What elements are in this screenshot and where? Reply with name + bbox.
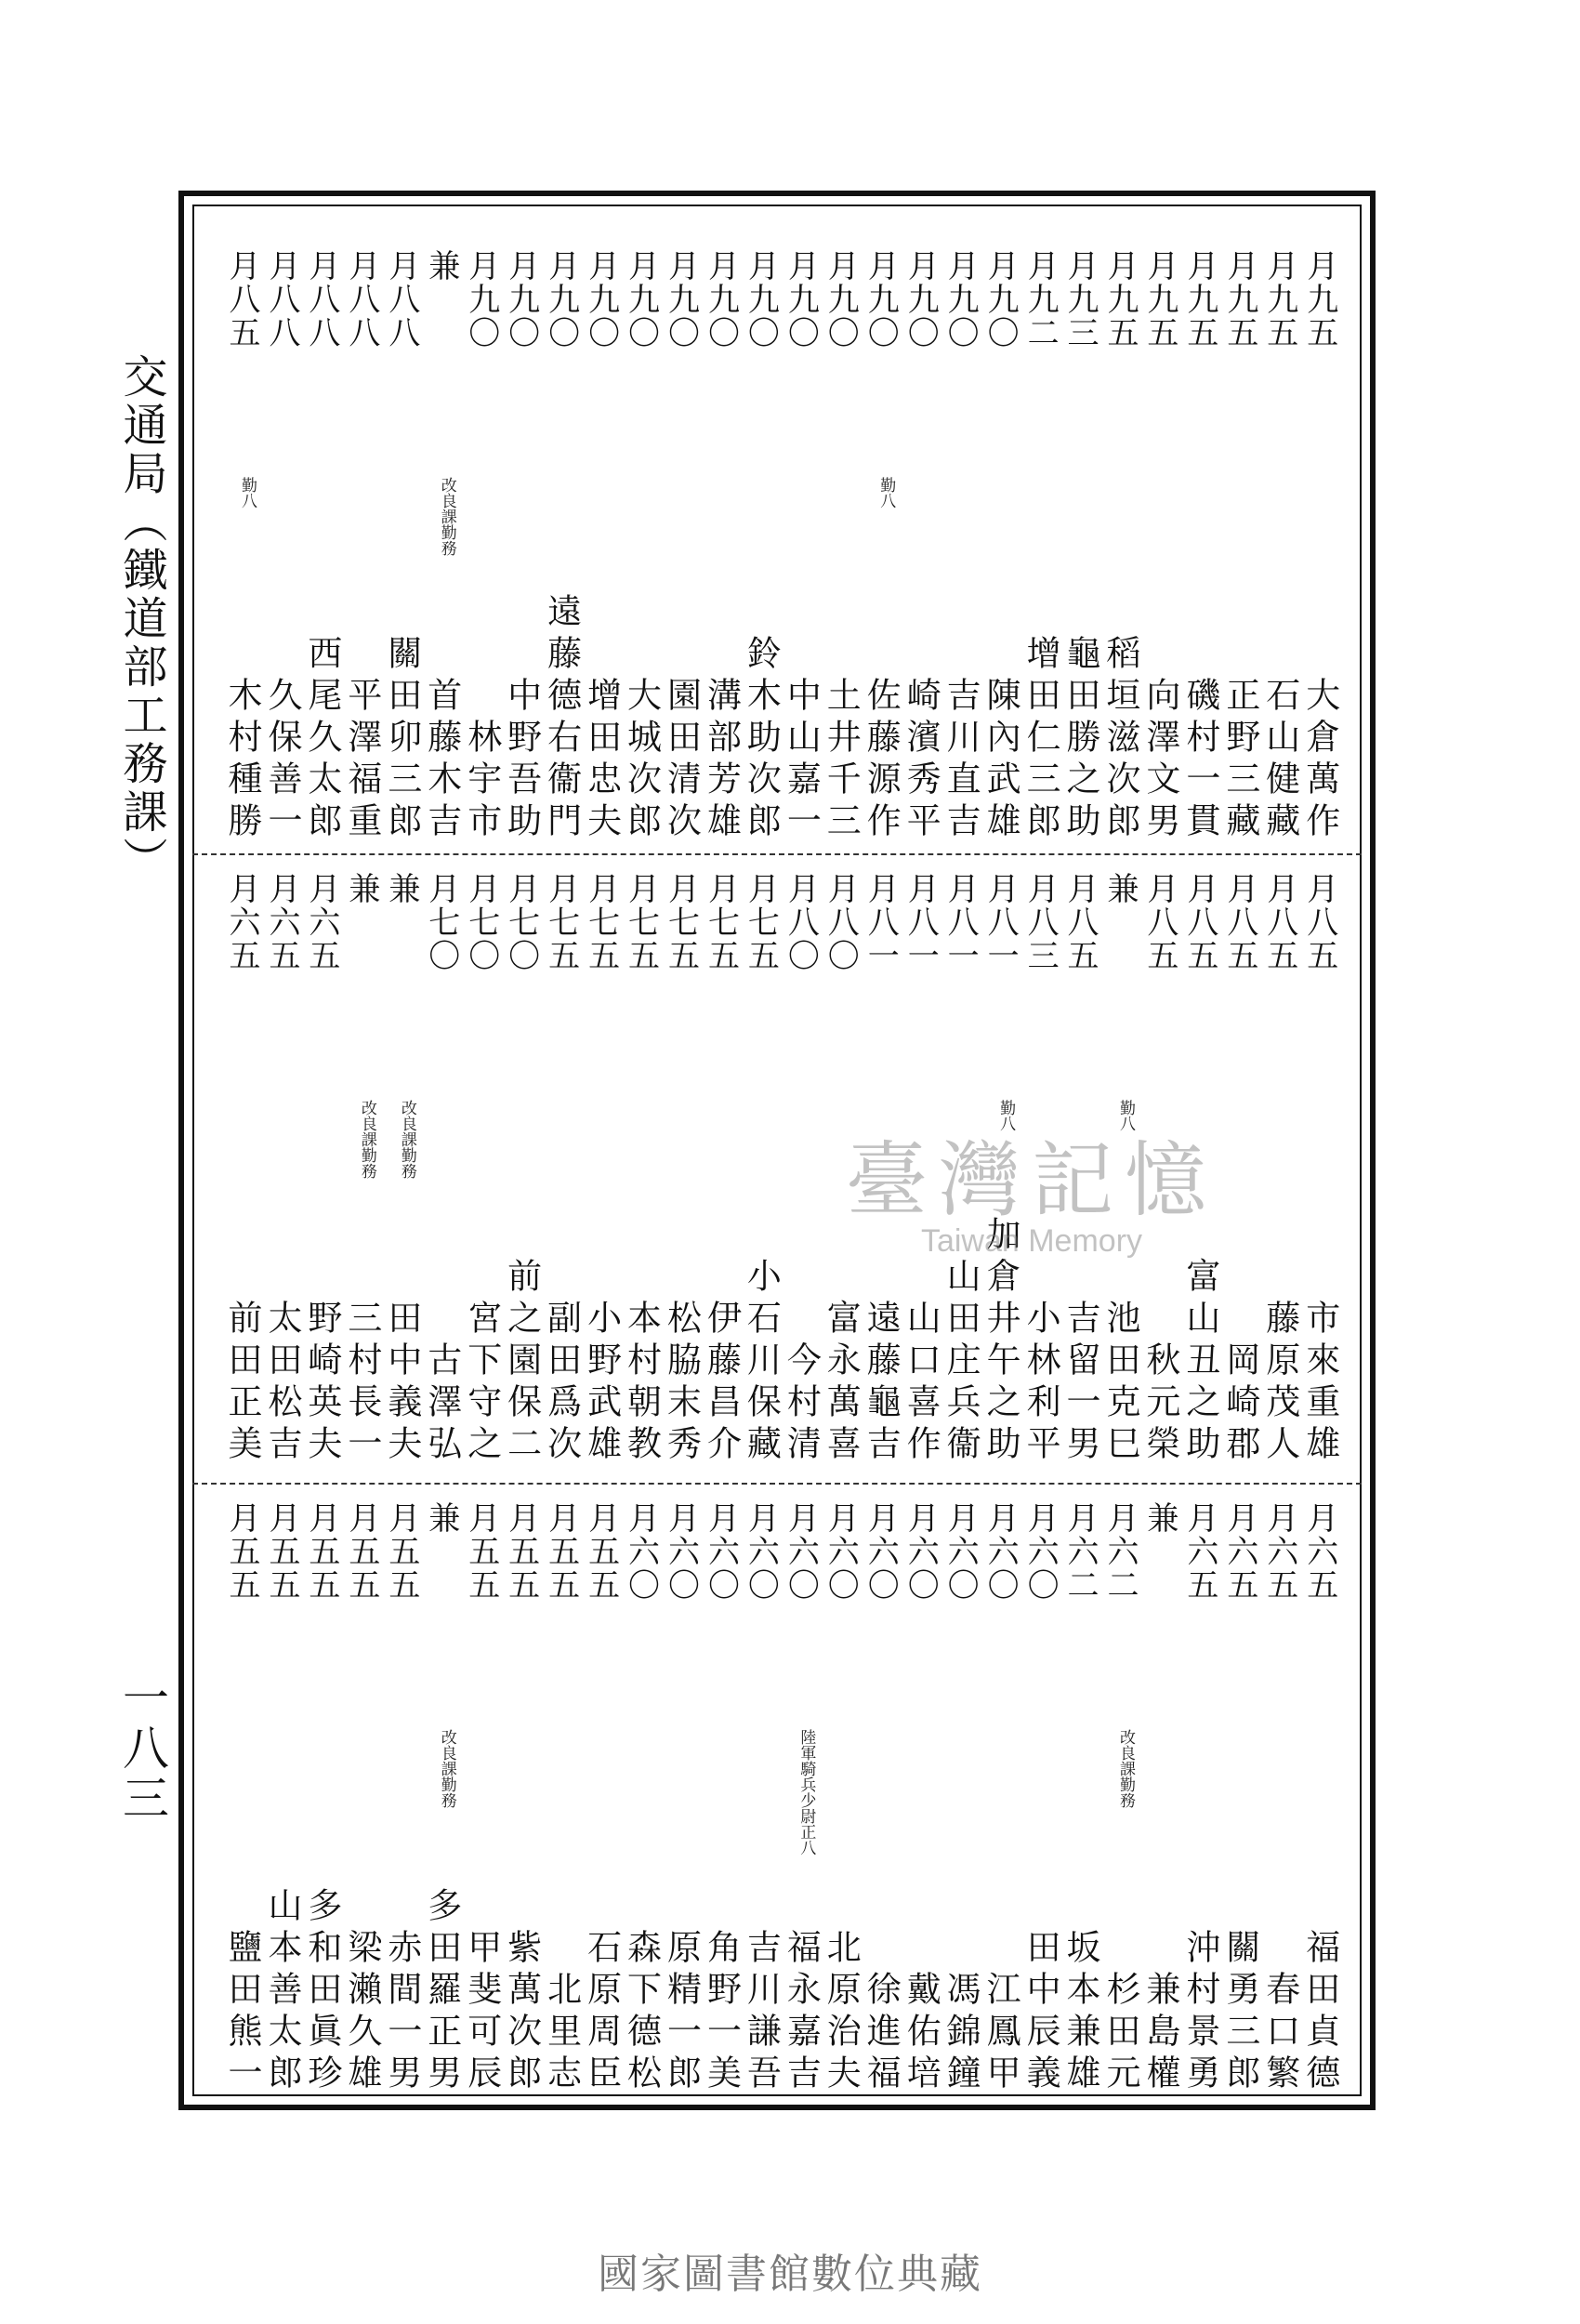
roster-entry <box>1021 249 1059 844</box>
section-divider <box>192 1483 1362 1485</box>
entry-name: 山口喜作 <box>901 1300 941 1467</box>
entry-salary: 月九五 <box>1140 249 1178 350</box>
entry-name: 大倉萬作 <box>1299 677 1340 844</box>
roster-entry <box>661 872 702 1467</box>
entry-salary: 月六〇 <box>822 1501 860 1602</box>
roster-entry <box>263 872 300 1467</box>
entry-salary: 月五五 <box>582 1501 620 1602</box>
entry-salary: 月六〇 <box>742 1501 780 1602</box>
roster-entry <box>503 872 540 1467</box>
entry-name: 伊藤昌介 <box>701 1300 742 1467</box>
entry-name: 中山嘉一 <box>781 677 822 844</box>
roster-entry <box>1061 249 1099 844</box>
entry-name: 富永萬喜 <box>821 1300 862 1467</box>
entry-name: 久保善一 <box>261 677 302 844</box>
entry-name: 大城次郎 <box>621 677 662 844</box>
entry-salary: 月七五 <box>542 872 580 972</box>
roster-entry <box>463 872 500 1467</box>
roster-entry <box>263 249 300 844</box>
entry-salary: 月六〇 <box>1021 1501 1060 1602</box>
entry-name: 關勇三郎 <box>1219 1929 1260 2096</box>
entry-name: 增田仁三郎 <box>1020 635 1061 844</box>
roster-entry <box>741 1501 782 2096</box>
entry-name: 市來重雄 <box>1299 1300 1340 1467</box>
roster-entry <box>1261 1501 1298 2096</box>
roster-entry <box>303 1501 340 2096</box>
entry-name: 戴佑培 <box>901 1971 941 2096</box>
entry-name: 增田忠夫 <box>581 677 622 844</box>
entry-name: 木村種勝 <box>222 677 262 844</box>
roster-entry <box>821 872 862 1467</box>
roster-entry <box>661 249 702 844</box>
entry-salary: 月八八 <box>302 249 340 350</box>
entry-salary: 月九〇 <box>582 249 620 350</box>
entry-salary: 月七五 <box>702 872 740 972</box>
roster-entry <box>1181 1501 1218 2096</box>
entry-name: 向澤文男 <box>1139 677 1180 844</box>
entry-note: 陸軍騎兵少尉正八 <box>797 1729 816 1855</box>
roster-section-2 <box>223 872 1338 1467</box>
roster-entry <box>741 249 782 844</box>
entry-name: 坂本兼雄 <box>1060 1929 1101 2096</box>
entry-name: 田中義夫 <box>381 1300 422 1467</box>
entry-salary: 月五五 <box>382 1501 420 1602</box>
roster-entry <box>1141 1501 1178 2096</box>
entry-salary: 月六五 <box>1220 1501 1258 1602</box>
entry-salary: 月八〇 <box>822 872 860 972</box>
entry-name: 園田清次 <box>661 677 702 844</box>
entry-name: 加倉井午之助 <box>981 1216 1021 1467</box>
roster-entry <box>503 249 540 844</box>
entry-name: 原精一郎 <box>661 1929 702 2096</box>
roster-entry <box>1101 249 1139 844</box>
entry-note: 改良課勤務 <box>357 1100 376 1179</box>
roster-entry <box>423 249 460 844</box>
roster-entry <box>861 249 902 844</box>
entry-name: 前田正美 <box>222 1300 262 1467</box>
entry-salary: 月七五 <box>742 872 780 972</box>
roster-entry <box>741 872 782 1467</box>
entry-salary: 月五五 <box>502 1501 540 1602</box>
entry-salary: 月九〇 <box>662 249 700 350</box>
entry-salary: 月九〇 <box>502 249 540 350</box>
entry-salary: 月六〇 <box>981 1501 1020 1602</box>
entry-name: 多和田眞珍 <box>301 1887 342 2096</box>
roster-entry <box>543 1501 580 2096</box>
entry-name: 副田爲次 <box>541 1300 582 1467</box>
roster-entry <box>1221 249 1258 844</box>
entry-name: 江鳳甲 <box>981 1971 1021 2096</box>
entry-salary: 兼 <box>422 1501 460 1535</box>
entry-name: 古澤弘 <box>421 1341 462 1467</box>
entry-name: 本村朝教 <box>621 1300 662 1467</box>
roster-entry <box>303 872 340 1467</box>
entry-name: 佐藤源作 <box>861 677 902 844</box>
entry-salary: 月六〇 <box>662 1501 700 1602</box>
entry-name: 富山丑之助 <box>1179 1258 1220 1467</box>
entry-salary: 月七五 <box>582 872 620 972</box>
entry-salary: 月八五 <box>1300 872 1338 972</box>
entry-name: 森下德松 <box>621 1929 662 2096</box>
roster-entry <box>1141 872 1178 1467</box>
roster-entry <box>423 872 460 1467</box>
entry-name: 梁瀨久雄 <box>341 1929 382 2096</box>
entry-name: 龜田勝之助 <box>1060 635 1101 844</box>
entry-salary: 月九五 <box>1220 249 1258 350</box>
entry-salary: 月八一 <box>902 872 940 972</box>
entry-name: 角野一美 <box>701 1929 742 2096</box>
roster-entry <box>543 872 580 1467</box>
entry-salary: 月九五 <box>1260 249 1298 350</box>
entry-salary: 月八一 <box>941 872 980 972</box>
entry-salary: 月八五 <box>223 249 260 350</box>
entry-salary: 月六〇 <box>902 1501 940 1602</box>
entry-salary: 月八五 <box>1140 872 1178 972</box>
roster-entry <box>1061 872 1099 1467</box>
entry-name: 西尾久太郎 <box>301 635 342 844</box>
entry-salary: 月六〇 <box>622 1501 660 1602</box>
entry-salary: 月六〇 <box>702 1501 740 1602</box>
roster-entry <box>1061 1501 1099 2096</box>
roster-entry <box>463 1501 500 2096</box>
roster-entry <box>583 1501 620 2096</box>
entry-name: 石原周臣 <box>581 1929 622 2096</box>
entry-salary: 月八五 <box>1260 872 1298 972</box>
entry-salary: 月八三 <box>1021 872 1060 972</box>
roster-section-3 <box>223 1501 1338 2096</box>
watermark-chinese: 臺灣記憶 <box>845 1132 1218 1228</box>
roster-entry <box>263 1501 300 2096</box>
entry-salary: 月七五 <box>622 872 660 972</box>
entry-name: 甲斐可辰 <box>461 1929 502 2096</box>
entry-note: 勤八 <box>238 477 257 508</box>
roster-entry <box>701 249 742 844</box>
entry-note: 改良課勤務 <box>437 1729 456 1808</box>
roster-entry <box>661 1501 702 2096</box>
entry-name: 三村長一 <box>341 1300 382 1467</box>
entry-name: 北里志 <box>541 1971 582 2096</box>
roster-entry <box>861 1501 902 2096</box>
entry-salary: 兼 <box>1140 1501 1178 1535</box>
roster-entry <box>1221 1501 1258 2096</box>
entry-name: 小石川保藏 <box>741 1258 782 1467</box>
roster-entry <box>821 1501 862 2096</box>
entry-salary: 月八〇 <box>782 872 820 972</box>
roster-entry <box>343 872 380 1467</box>
entry-name: 馮錦鐘 <box>941 1971 981 2096</box>
roster-entry <box>1261 249 1298 844</box>
entry-name: 林宇市 <box>461 719 502 844</box>
roster-entry <box>861 872 902 1467</box>
entry-salary: 月五五 <box>542 1501 580 1602</box>
roster-entry <box>902 249 939 844</box>
entry-salary: 月六〇 <box>862 1501 900 1602</box>
roster-entry <box>303 249 340 844</box>
roster-entry <box>383 872 420 1467</box>
entry-salary: 月九〇 <box>622 249 660 350</box>
roster-entry <box>1301 1501 1338 2096</box>
roster-entry <box>701 872 742 1467</box>
roster-entry <box>383 249 420 844</box>
entry-salary: 月七〇 <box>422 872 460 972</box>
entry-salary: 月九二 <box>1021 249 1060 350</box>
entry-name: 遠藤龜吉 <box>861 1300 902 1467</box>
entry-salary: 月六〇 <box>782 1501 820 1602</box>
entry-salary: 月八八 <box>262 249 300 350</box>
entry-name: 松脇末秀 <box>661 1300 702 1467</box>
roster-entry <box>981 1501 1019 2096</box>
roster-entry <box>423 1501 460 2096</box>
entry-name: 中野吾助 <box>501 677 542 844</box>
entry-name: 鈴木助次郎 <box>741 635 782 844</box>
entry-salary: 月九〇 <box>702 249 740 350</box>
entry-name: 岡崎郡 <box>1219 1341 1260 1467</box>
roster-entry <box>223 1501 260 2096</box>
roster-entry <box>821 249 862 844</box>
entry-name: 野崎英夫 <box>301 1300 342 1467</box>
entry-salary: 月九〇 <box>542 249 580 350</box>
roster-entry <box>1021 872 1059 1467</box>
roster-entry <box>1101 872 1139 1467</box>
roster-entry <box>981 872 1019 1467</box>
entry-salary: 兼 <box>422 249 460 283</box>
roster-entry <box>902 1501 939 2096</box>
roster-entry <box>623 1501 660 2096</box>
entry-salary: 月六五 <box>1260 1501 1298 1602</box>
entry-name: 北原治夫 <box>821 1929 862 2096</box>
entry-note: 勤八 <box>996 1100 1016 1131</box>
entry-salary: 月九〇 <box>742 249 780 350</box>
roster-entry <box>343 249 380 844</box>
entry-salary: 月八八 <box>382 249 420 350</box>
roster-entry <box>583 249 620 844</box>
roster-entry <box>503 1501 540 2096</box>
section-divider <box>192 853 1362 855</box>
entry-name: 山田庄兵衞 <box>941 1258 981 1467</box>
roster-entry <box>623 249 660 844</box>
entry-name: 秋元榮 <box>1139 1341 1180 1467</box>
entry-salary: 月六五 <box>262 872 300 972</box>
entry-name: 關田卯三郎 <box>381 635 422 844</box>
entry-name: 崎濱秀平 <box>901 677 941 844</box>
entry-name: 平澤福重 <box>341 677 382 844</box>
entry-salary: 月六二 <box>1100 1501 1139 1602</box>
entry-name: 藤原茂人 <box>1259 1300 1300 1467</box>
entry-name: 石山健藏 <box>1259 677 1300 844</box>
entry-name: 福田貞德 <box>1299 1929 1340 2096</box>
entry-name: 兼島權 <box>1139 1971 1180 2096</box>
entry-name: 田中辰義 <box>1020 1929 1061 2096</box>
entry-salary: 月七〇 <box>462 872 500 972</box>
roster-entry <box>941 249 979 844</box>
watermark-english: Taiwan Memory <box>920 1223 1143 1259</box>
roster-entry <box>1181 249 1218 844</box>
entry-note: 改良課勤務 <box>437 477 456 556</box>
entry-salary: 月五五 <box>342 1501 380 1602</box>
roster-entry <box>781 872 822 1467</box>
entry-name: 首藤木吉 <box>421 677 462 844</box>
roster-entry <box>981 249 1019 844</box>
entry-name: 陳內武雄 <box>981 677 1021 844</box>
entry-salary: 月六五 <box>302 872 340 972</box>
entry-name: 鹽田熊一 <box>222 1929 262 2096</box>
entry-salary: 月六五 <box>1300 1501 1338 1602</box>
roster-entry <box>1261 872 1298 1467</box>
entry-note: 改良課勤務 <box>397 1100 416 1179</box>
entry-name: 吉川謙吾 <box>741 1929 782 2096</box>
entry-salary: 月八一 <box>981 872 1020 972</box>
entry-name: 徐進福 <box>861 1971 902 2096</box>
roster-entry <box>781 1501 822 2096</box>
entry-note: 勤八 <box>876 477 896 508</box>
entry-salary: 月八五 <box>1061 872 1099 972</box>
roster-entry <box>623 872 660 1467</box>
entry-salary: 月八五 <box>1220 872 1258 972</box>
entry-salary: 月六〇 <box>941 1501 980 1602</box>
entry-salary: 月九三 <box>1061 249 1099 350</box>
entry-note: 改良課勤務 <box>1115 1729 1135 1808</box>
entry-name: 磯村一貫 <box>1179 677 1220 844</box>
entry-name: 土井千三 <box>821 677 862 844</box>
entry-salary: 月五五 <box>302 1501 340 1602</box>
entry-salary: 兼 <box>342 872 380 905</box>
entry-name: 紫萬次郎 <box>501 1929 542 2096</box>
entry-salary: 月九〇 <box>981 249 1020 350</box>
entry-name: 春口繁 <box>1259 1971 1300 2096</box>
page-number: 一八三 <box>115 1673 169 1824</box>
entry-name: 今村清 <box>781 1341 822 1467</box>
entry-name: 吉川直吉 <box>941 677 981 844</box>
entry-name: 杉田元 <box>1099 1971 1140 2096</box>
entry-salary: 月九五 <box>1300 249 1338 350</box>
roster-entry <box>781 249 822 844</box>
roster-entry <box>701 1501 742 2096</box>
entry-salary: 月九五 <box>1180 249 1218 350</box>
entry-salary: 月八一 <box>862 872 900 972</box>
roster-entry <box>941 1501 979 2096</box>
entry-salary: 月九五 <box>1100 249 1139 350</box>
roster-entry <box>1301 249 1338 844</box>
entry-salary: 兼 <box>1100 872 1139 905</box>
roster-entry <box>1101 1501 1139 2096</box>
entry-name: 宮下守之 <box>461 1300 502 1467</box>
entry-name: 小野武雄 <box>581 1300 622 1467</box>
entry-salary: 月九〇 <box>902 249 940 350</box>
roster-entry <box>1301 872 1338 1467</box>
roster-entry <box>902 872 939 1467</box>
entry-salary: 月七〇 <box>502 872 540 972</box>
entry-salary: 月六二 <box>1061 1501 1099 1602</box>
roster-entry <box>941 872 979 1467</box>
roster-entry <box>463 249 500 844</box>
roster-entry <box>383 1501 420 2096</box>
entry-salary: 月五五 <box>262 1501 300 1602</box>
entry-name: 池田克巳 <box>1099 1300 1140 1467</box>
entry-name: 福永嘉吉 <box>781 1929 822 2096</box>
entry-name: 多田羅正男 <box>421 1887 462 2096</box>
entry-salary: 月六五 <box>223 872 260 972</box>
entry-salary: 月八八 <box>342 249 380 350</box>
roster-entry <box>583 872 620 1467</box>
entry-name: 正野三藏 <box>1219 677 1260 844</box>
entry-salary: 兼 <box>382 872 420 905</box>
entry-salary: 月九〇 <box>941 249 980 350</box>
entry-salary: 月七五 <box>662 872 700 972</box>
roster-entry <box>1141 249 1178 844</box>
entry-salary: 月九〇 <box>782 249 820 350</box>
entry-name: 赤間一男 <box>381 1929 422 2096</box>
entry-name: 溝部芳雄 <box>701 677 742 844</box>
entry-salary: 月九〇 <box>862 249 900 350</box>
entry-salary: 月八五 <box>1180 872 1218 972</box>
roster-entry <box>1021 1501 1059 2096</box>
entry-name: 遠藤德右衞門 <box>541 593 582 844</box>
entry-name: 太田松吉 <box>261 1300 302 1467</box>
roster-entry <box>1181 872 1218 1467</box>
entry-salary: 月九〇 <box>822 249 860 350</box>
roster-entry <box>223 249 260 844</box>
entry-salary: 月五五 <box>223 1501 260 1602</box>
margin-title: 交通局（鐵道部工務課） <box>115 353 167 885</box>
entry-name: 小林利平 <box>1020 1300 1061 1467</box>
entry-salary: 月九〇 <box>462 249 500 350</box>
footer-credit: 國家圖書館數位典藏 <box>598 2251 982 2298</box>
entry-name: 吉留一男 <box>1060 1300 1101 1467</box>
entry-name: 沖村景勇 <box>1179 1929 1220 2096</box>
entry-salary: 月五五 <box>462 1501 500 1602</box>
entry-note: 勤八 <box>1115 1100 1135 1131</box>
roster-entry <box>343 1501 380 2096</box>
roster-section-1 <box>223 249 1338 844</box>
roster-entry <box>223 872 260 1467</box>
roster-entry <box>1221 872 1258 1467</box>
entry-salary: 月六五 <box>1180 1501 1218 1602</box>
entry-name: 山本善太郎 <box>261 1887 302 2096</box>
entry-name: 前之園保二 <box>501 1258 542 1467</box>
entry-name: 稻垣滋次郎 <box>1099 635 1140 844</box>
roster-entry <box>543 249 580 844</box>
